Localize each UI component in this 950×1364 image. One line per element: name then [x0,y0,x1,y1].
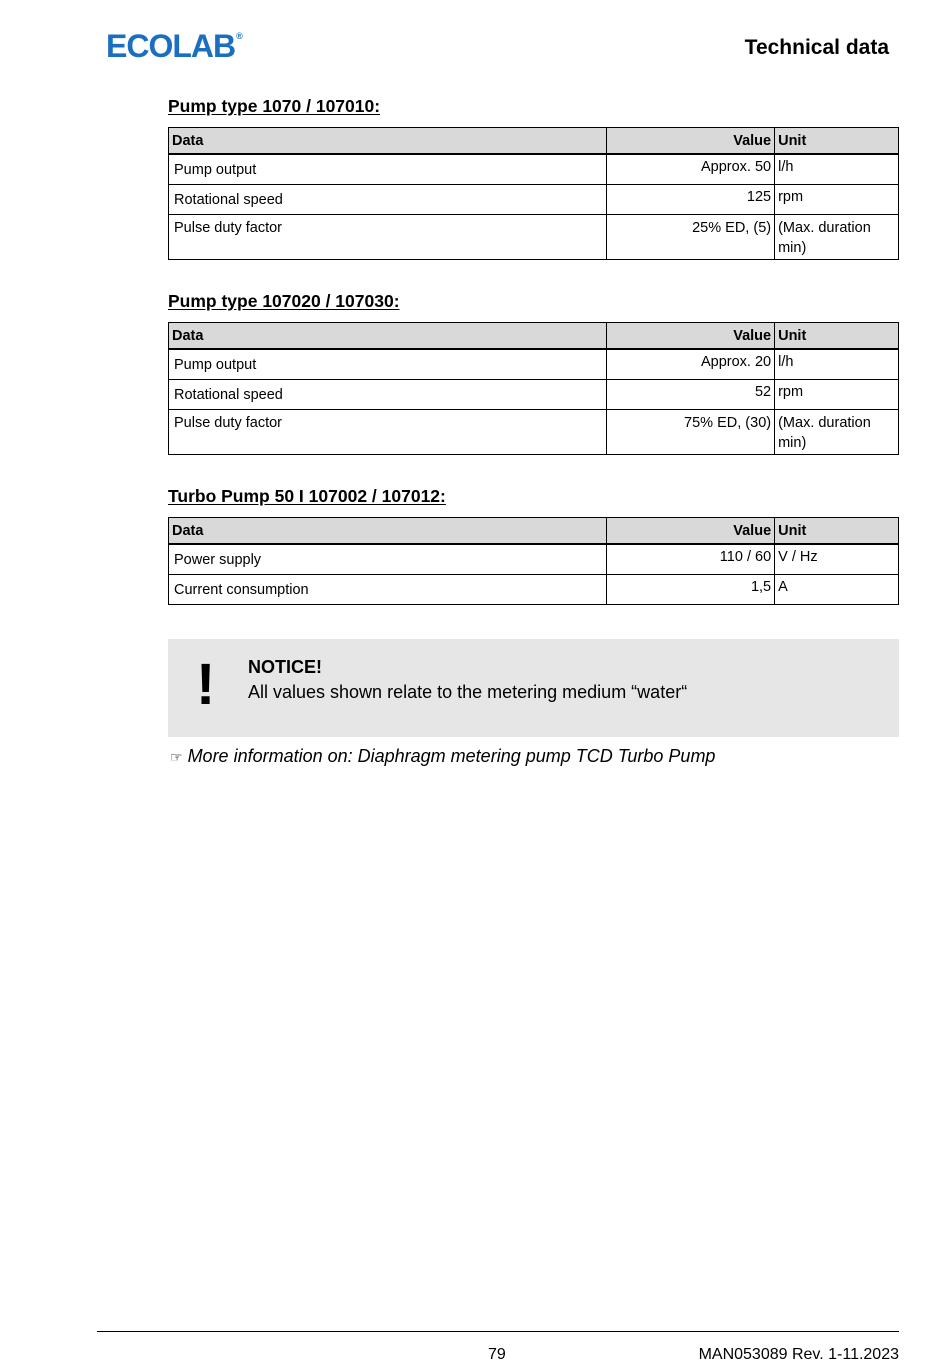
footer-divider [97,1331,899,1332]
registered-mark: ® [236,31,243,41]
col-header-data: Data [169,518,607,545]
table-row [169,544,899,574]
page-header-title: Technical data [744,36,889,59]
cell-value: 25% ED, (5) [607,214,775,259]
cell-unit: l/h [775,349,899,379]
col-header-value: Value [607,323,775,350]
pointing-hand-icon: ☞ [170,749,183,765]
ecolab-logo [106,30,243,62]
cell-data: Current consumption [169,574,607,604]
section-title-pump-107020: Pump type 107020 / 107030: [168,291,400,311]
notice-title: NOTICE! [248,657,322,677]
cell-unit: rpm [775,379,899,409]
more-info-link[interactable] [170,746,715,767]
cell-unit: A [775,574,899,604]
table-row [169,154,899,184]
col-header-unit: Unit [775,323,899,350]
col-header-unit: Unit [775,128,899,155]
col-header-value: Value [607,518,775,545]
cell-data: Pump output [169,154,607,184]
table-row [169,214,899,259]
table-row [169,574,899,604]
table-row [169,409,899,454]
cell-value: 125 [607,184,775,214]
cell-data: Pulse duty factor [169,214,607,259]
col-header-data: Data [169,323,607,350]
more-info-text: More information on: Diaphragm metering pump TCD Turbo Pump [187,746,716,766]
col-header-value: Value [607,128,775,155]
logo-text: ECOLAB [106,28,236,64]
table-row [169,349,899,379]
table-pump-107020 [168,322,899,455]
cell-data: Rotational speed [169,379,607,409]
cell-unit: rpm [775,184,899,214]
col-header-data: Data [169,128,607,155]
col-header-unit: Unit [775,518,899,545]
cell-data: Power supply [169,544,607,574]
cell-unit: (Max. duration min) [775,409,899,454]
section-title-turbo-pump: Turbo Pump 50 I 107002 / 107012: [168,486,446,506]
table-row [169,184,899,214]
cell-unit: (Max. duration min) [775,214,899,259]
cell-value: Approx. 50 [607,154,775,184]
page-number: 79 [488,1346,506,1363]
cell-data: Rotational speed [169,184,607,214]
cell-unit: l/h [775,154,899,184]
cell-data: Pump output [169,349,607,379]
cell-value: 75% ED, (30) [607,409,775,454]
cell-value: 52 [607,379,775,409]
table-turbo-pump [168,517,899,605]
cell-unit: V / Hz [775,544,899,574]
document-reference: MAN053089 Rev. 1-11.2023 [698,1346,899,1363]
section-title-pump-1070: Pump type 1070 / 107010: [168,96,381,116]
table-pump-1070 [168,127,899,260]
cell-value: 110 / 60 [607,544,775,574]
cell-value: Approx. 20 [607,349,775,379]
notice-text: All values shown relate to the metering medium “water“ [248,682,688,702]
cell-data: Pulse duty factor [169,409,607,454]
cell-value: 1,5 [607,574,775,604]
notice-box [168,639,899,737]
table-row [169,379,899,409]
exclamation-icon: ! [196,652,216,717]
